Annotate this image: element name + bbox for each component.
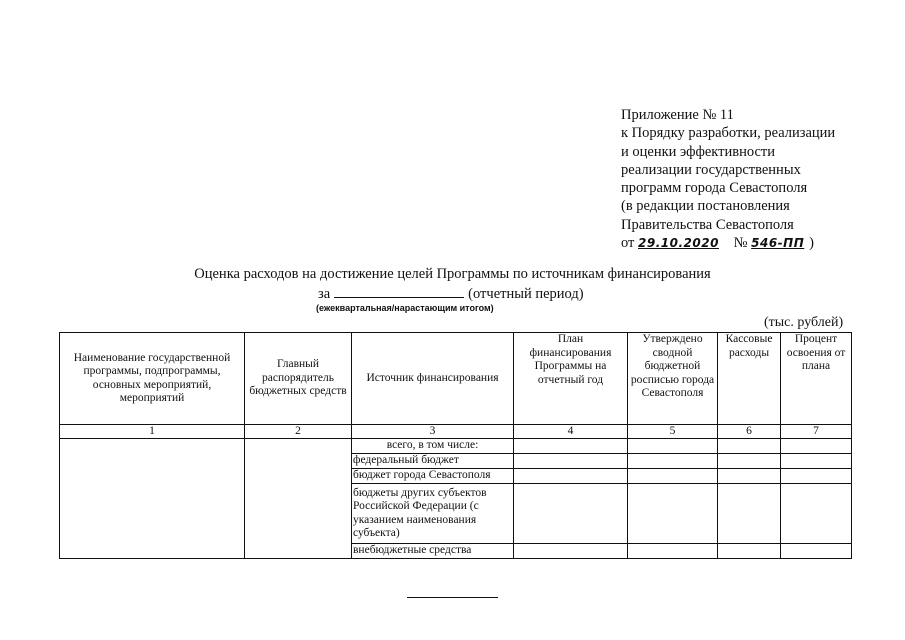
- appendix-line: Приложение № 11: [621, 107, 734, 123]
- document-title: Оценка расходов на достижение целей Программы по источникам финансирования: [194, 266, 711, 282]
- header-cell: Процент освоения от плана: [781, 333, 852, 425]
- header-cell: Утверждено сводной бюджетной росписью города Севастополя: [628, 333, 718, 425]
- column-number: 4: [514, 425, 628, 439]
- cash-cell: [718, 439, 781, 454]
- appendix-block: [621, 106, 891, 252]
- percent-cell: [781, 469, 852, 484]
- source-cell: всего, в том числе:: [352, 439, 514, 454]
- table-row: [60, 439, 852, 454]
- cash-cell: [718, 544, 781, 559]
- appendix-line: и оценки эффективности: [621, 143, 775, 160]
- percent-cell: [781, 544, 852, 559]
- appendix-line: Правительства Севастополя: [621, 216, 794, 233]
- appendix-line: к Порядку разработки, реализации: [621, 125, 836, 142]
- manager-cell: [245, 439, 352, 559]
- approved-cell: [628, 439, 718, 454]
- plan-cell: [514, 469, 628, 484]
- column-number: 1: [60, 425, 245, 439]
- plan-cell: [514, 454, 628, 469]
- column-number: 7: [781, 425, 852, 439]
- source-cell: бюджет города Севастополя: [352, 469, 514, 484]
- date-prefix: от: [621, 235, 635, 252]
- period-line: [318, 285, 584, 303]
- expenses-table: [59, 332, 852, 559]
- column-number-row: [60, 425, 852, 439]
- cash-cell: [718, 454, 781, 469]
- column-number: 3: [352, 425, 514, 439]
- percent-cell: [781, 439, 852, 454]
- column-number: 2: [245, 425, 352, 439]
- period-suffix: (отчетный период): [468, 286, 584, 302]
- header-cell: Кассовые расходы: [718, 333, 781, 425]
- bottom-divider: [407, 597, 498, 598]
- handwritten-number: 546-ПП: [751, 236, 805, 251]
- percent-cell: [781, 484, 852, 544]
- header-cell: Источник финансирования: [352, 333, 514, 425]
- approved-cell: [628, 484, 718, 544]
- period-hint: (ежеквартальная/нарастающим итогом): [316, 303, 494, 313]
- cash-cell: [718, 484, 781, 544]
- cash-cell: [718, 469, 781, 484]
- header-cell: Главный распорядитель бюджетных средств: [245, 333, 352, 425]
- header-cell: Наименование государственной программы, подпрограммы, основных мероприятий, мероприятий: [60, 333, 245, 425]
- period-prefix: за: [318, 286, 331, 302]
- appendix-date-line: [621, 234, 891, 252]
- source-cell: бюджеты других субъектов Российской Федерации (с указанием наименования субъекта): [352, 484, 514, 544]
- percent-cell: [781, 454, 852, 469]
- column-number: 5: [628, 425, 718, 439]
- approved-cell: [628, 544, 718, 559]
- handwritten-date: 29.10.2020: [638, 236, 719, 251]
- plan-cell: [514, 439, 628, 454]
- plan-cell: [514, 544, 628, 559]
- appendix-line: (в редакции постановления: [621, 198, 790, 215]
- close-paren: ): [809, 235, 814, 252]
- header-cell: План финансирования Программы на отчетный год: [514, 333, 628, 425]
- appendix-line: реализации государственных: [621, 161, 801, 178]
- header-row: [60, 333, 852, 425]
- units-label: (тыс. рублей): [764, 315, 844, 330]
- source-cell: федеральный бюджет: [352, 454, 514, 469]
- appendix-line: программ города Севастополя: [621, 180, 808, 197]
- plan-cell: [514, 484, 628, 544]
- column-number: 6: [718, 425, 781, 439]
- approved-cell: [628, 454, 718, 469]
- source-cell: внебюджетные средства: [352, 544, 514, 559]
- number-prefix: №: [733, 235, 748, 252]
- program-name-cell: [60, 439, 245, 559]
- period-blank: [334, 285, 464, 298]
- approved-cell: [628, 469, 718, 484]
